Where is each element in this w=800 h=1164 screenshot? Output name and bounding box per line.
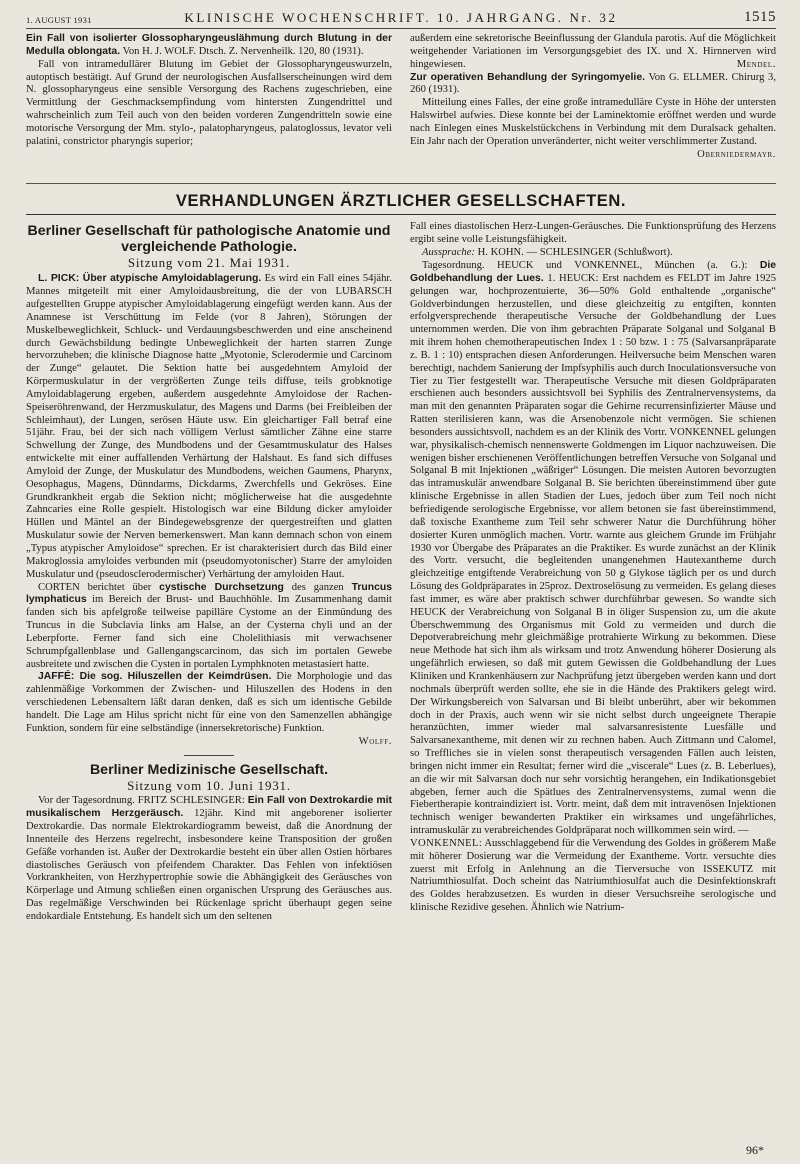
right-column xyxy=(410,221,776,923)
left-column xyxy=(26,221,392,923)
abstract-body xyxy=(410,97,776,160)
page-number: 1515 xyxy=(744,9,776,25)
section-heading: VERHANDLUNGEN ÄRZTLICHER GESELLSCHAFTEN. xyxy=(175,192,627,211)
abstract-continuation xyxy=(410,33,776,72)
report-author: VONKENNEL: xyxy=(410,837,483,849)
session-date: Sitzung vom 10. Juni 1931. xyxy=(127,777,291,793)
report-author: Tagesordnung. HEUCK und VONKENNEL, München (a. G.): xyxy=(422,259,760,271)
abstract-syringomyelie xyxy=(410,72,776,98)
session-date: Sitzung vom 21. Mai 1931. xyxy=(127,255,291,271)
report-author: Vor der Tagesordnung. FRITZ SCHLESINGER: xyxy=(38,795,248,807)
abstract-citation: Von G. ELLMER. Chirurg 3, 260 (1931). xyxy=(410,71,776,96)
report-body: im Bereich der Brust- und Bauchhöhle. Im Zusammenhang damit fanden sich bis apfelgroße teilweise papilläre Cystome an der Einmündung des Truncus in die Subclavia links am Halse, an der Cysterna chyli und an der Leberpforte. Ferner fand sich eine Cholelithiasis mit verwachsener Schrumpfgallenblase und Gallengangscarcinom, das sich im portalen Gewebe ausbreitete und zwischen die Cysten in portalen Lymphknoten metastasiert hatte. xyxy=(26,594,392,670)
top-right-column xyxy=(410,33,776,161)
report-title: cystische Durchsetzung xyxy=(159,581,284,593)
society-title: Berliner Gesellschaft für pathologische Anatomie und vergleichende Pathologie. xyxy=(27,223,391,256)
abstract-citation: Von H. J. WOLF. Dtsch. Z. Nervenheilk. 120, 80 (1931). xyxy=(120,45,364,57)
discussion-text: H. KOHN. — SCHLESINGER (Schlußwort). xyxy=(474,247,673,259)
report-title: Ein Fall von Dextrokardie mit musikalischem Herzgeräusch. xyxy=(26,795,392,820)
report-goldbehandlung xyxy=(410,260,776,838)
running-head xyxy=(26,6,776,29)
report-body: Die Morphologie und das zahlenmäßige Vorkommen der Zwischen- und Hiluszellen des Hodens in den verschiedenen Lebensaltern läßt daran denken, daß es sich um identische Gebilde handelt. Die Lage am Hilus spricht nicht für eine von den Samenzellen abhängige Funktion, sondern für eine selbständige (innersekretorische) Funktion. xyxy=(26,671,392,734)
issue-date: 1. AUGUST 1931 xyxy=(26,15,92,25)
society-title: Berliner Medizinische Gesellschaft. xyxy=(89,761,329,778)
abstract-title: Zur operativen Behandlung der Syringomyelie. xyxy=(410,71,645,83)
report-body: Ausschlaggebend für die Verwendung des Goldes in größerem Maße mit höherer Dosierung war die Vermeidung der Exantheme. Vortr. versuchte dies zuerst mit Erfolg in Anlehnung an die Tierversuche von ISSEKUTZ mit Natriumthiosulfat. Doch scheint das Natriumthiosulfat auch die Desinfektionskraft des Goldes herabzusetzen. Es wurden in dieser Versuchsreihe serologische und klinische Rezidive gesehen. Ähnlich wie Natrium- xyxy=(410,837,776,914)
journal-title: KLINISCHE WOCHENSCHRIFT. 10. JAHRGANG. Nr. 32 xyxy=(184,10,618,25)
section-divider xyxy=(26,183,776,184)
reviewer-signature: Mendel. xyxy=(736,58,776,70)
short-divider xyxy=(184,755,234,756)
abstract-title: Ein Fall von isolierter Glossopharyngeuslähmung durch Blutung in der Medulla oblongata. xyxy=(26,33,392,57)
schlesinger-continuation: Fall eines diastolischen Herz-Lungen-Geräusches. Die Funktionsprüfung des Herzens ergibt seine volle Leistungsfähigkeit. xyxy=(410,221,776,246)
report-title: L. PICK: Über atypische Amyloidablagerung. xyxy=(38,273,262,285)
report-pick xyxy=(26,273,392,581)
report-author: CORTEN berichtet über xyxy=(38,581,160,593)
abstract-body: Fall von intramedullärer Blutung im Gebiet der Glossopharyngeuswurzeln, autoptisch bestätigt. Auf Grund der neurologischen Ausfallserscheinungen wird dem N. glossopharyngeus eine sensible Versorgung des Rachens zugeschrieben, eine Vermittlung der Geschmacksempfindung vom hintersten Zungendrittel und wahrscheinlich zum Teil auch von den beiden vorderen Zungendritteln sowie eine motorische Versorgung der Mm. stylo-, palatopharyngeus, palatoglossus, levator veli palatini, constrictor pharyngis superior; xyxy=(26,58,392,147)
abstract-cont-text: außerdem eine sekretorische Beeinflussung der Glandula parotis. Auf die Möglichkeit weitgehender Variationen im Versorgungsgebiet des IX. und X. Hirnnerven wird hingewiesen. xyxy=(410,33,776,70)
abstract-body-text: Mitteilung eines Falles, der eine große intramedulläre Cyste in Höhe der untersten Halswirbel aufwies. Diese konnte bei der Laminektomie eröffnet werden und wurde nach Einlegen eines Muskelstückchens in Verbindung mit dem Duralsack gehalten. Ein Jahr nach der Operation unveränderter, nicht weiter verschlimmerter Zustand. xyxy=(410,97,776,147)
report-body: 12jähr. Kind mit angeborener isolierter Dextrokardie. Das normale Elektrokardiogramm beweist, daß die Anordnung der Innenteile des Herzens regelrecht, insbesondere keine Transposition der großen Gefäße vorhanden ist. Außer der Dextrokardie besteht ein über allen Ostien hörbares diastolisches Geräusch von pfeifendem Charakter. Das Fehlen von infektiösen Vorkrankheiten, von Herzhypertrophie sowie die Abhängigkeit des Geräusches von Körperlage und Atmung schließen einen organischen Ursprung des Geräusches aus. Das regelmäßige Verschwinden bei Rückenlage spricht überhaupt gegen seine endokardiale Entstehung. Es handelt sich um den seltenen xyxy=(26,808,392,922)
reporter-signature: Wolff. xyxy=(358,735,392,747)
discussion-label: Aussprache: xyxy=(422,247,475,259)
top-left-column xyxy=(26,33,392,161)
report-schlesinger xyxy=(26,795,392,923)
report-jaffe xyxy=(26,671,392,735)
abstract-glossopharyngeus xyxy=(26,33,392,59)
top-abstracts xyxy=(26,33,776,161)
report-title: Truncus lymphaticus xyxy=(26,581,392,606)
signature-mark: 96* xyxy=(746,1143,764,1157)
report-title: Die Goldbehandlung der Lues. xyxy=(410,259,776,284)
report-text: des ganzen xyxy=(283,581,352,593)
report-title: JAFFÉ: Die sog. Hiluszellen der Keimdrüsen. xyxy=(38,671,272,683)
reviewer-signature: Oberniedermayr. xyxy=(697,148,776,160)
report-body: Es wird ein Fall eines 54jähr. Mannes mitgeteilt mit einer Amyloidausbreitung, die der von LUBARSCH aufgestellten Gruppe atypischer Amyloidablagerung eingefügt werden kann. Aus der Anamnese ist Verschüttung im Felde (vor 8 Jahren), Störungen der Muskelbeweglichkeit, Schluck- und Verdauungsbeschwerden und eine anscheinend durch Gewächsbildung bedingte Unbeweglichkeit der harten starren Zunge hervorzuheben; die klinische Diagnose hatte „Myotonie, Sclerodermie und Carcinom der Zunge“ gelautet. Die Sektion hatte bei ausgedehntem Amyloid der Körpermuskulatur in der vergrößerten Zunge teils diffuse, teils grobknotige Amyloidablagerung ergeben, außerdem ausgedehnte Amyloidose der Rachen-Speiseröhrenwand, der Herzmuskulatur, des Magens und Darms (bei Freibleiben der Schleimhaut), der Lungen, serösen Häute usw. Ein gleichartiger Fall betraf eine 51jähr. Frau, bei der sich nach völligem Verlust sämtlicher Zähne eine starre Schwellung der Zunge, des Mundbodens und der Gesamtmuskulatur des Halses entwickelte mit einer auffallenden Verhärtung der Halshaut. Es fand sich diffuses Amyloid der Zunge, der Muskulatur des Mundbodens, weichen Gaumens, Pharynx, Oesophagus, Magens, Dünndarms, Dickdarms, Zwerchfells und Gekröses. Eine Grundkrankheit ergab die Sektion nicht; möglicherweise hat die ausgedehnte Zahncaries eine Rolle gespielt. Histologisch war eine Bildung dicker amyloider Hüllen und Mäntel an der Bindegewebsgrenze der quergestreiften und glatten Muskulatur sowie der Nerven bemerkenswert. Man kann demnach schon von einem „Typus atypischer Amyloidose“ sprechen. Er ist charakterisiert durch das Bild einer Makroglossia amyloides verbunden mit (pseudomyotonischer) Starre der amyloiden Muskulatur und (pseudosclerodermischer) Verhärtung der amyloiden Haut. xyxy=(26,273,392,580)
report-body: 1. HEUCK: Erst nachdem es FELDT im Jahre 1925 gelungen war, hochprozentuierte, 36—50% Gold enthaltende „organische“ Goldverbindungen herzustellen, und diese gleichzeitig zu entgiften, konnten erfolgversprechende therapeutische Versuche der Goldbehandlung der Lues unternommen werden. Die von ihm gebrachten Präparate Solganal und Solganal B mit ihrem hohen chemotherapeutischen Index 1 : 50 bzw. 1 : 75 (Salvarsanpräparate z. B. 1 : 10) entsprachen diesen Anforderungen. Heilversuche beim Menschen waren berechtigt, nachdem Sanierung der Impfsyphilis auch durch Inoculationsversuche von Tier zu Tier festgestellt war. Therapeutische Versuche mit diesen Goldpräparaten erschienen auch besonders aussichtsvoll bei Syphilis des Zentralnervensystems, da man mit den genannten Präparaten sogar die Gehirne recurrensinfizierter Mäuse und Ratten sterilisieren kann, was die Arsenobenzole nicht vermögen. Sie schienen besonders aussichtsvoll, nachdem es an der Klinik des Vortr. VONKENNEL gelungen war, physikalisch-chemisch nennenswerte Goldmengen im Liquor nachzuweisen. Die wenigen bisher erschienenen Veröffentlichungen betreffen Versuche von Solganal und Solganal B mit Injektionen „wäßriger“ Lösungen. Die meisten Autoren bevorzugten das intramuskulär anwendbare Solganal B. Sie berichten übereinstimmend über gute klinische Ergebnisse in allen Stadien der Lues, jedoch über zum Teil noch nicht befriedigende serologische Ergebnisse, vor allem betonen sie fast übereinstimmend, daß toxische Exantheme zum Teil sehr schwerer Natur die Durchführung höher dosierter Kuren unmöglich machen. Vortr. warnte aus gleichem Grunde im Frühjahr 1930 vor Übergabe des Präparates an die Praktiker. Es wurde zunächst an der Klinik des Vortr. versucht, die begleitenden unangenehmen Hautexantheme durch gleichzeitige entgiftende Verabreichung von 50 g Glykose täglich per os und durch Lösung des Goldpräparates in 25proz. Dextroselösung zu vermeiden. Es gelang dieses fast immer, es wäre aber praktisch schwer durchführbar gewesen. So wandte sich HEUCK der Verabreichung von Solganal B in öliger Suspension zu, um die akute Überschwemmung des Organismus mit Gold zu vermeiden und durch die Depotverabreichung mehr gleichmäßige protrahierte Wirkung zu bekommen. Diese neue Methode hat sich ihm als wirksam und trotz Anwendung höherer Dosierung als ungefährlich erwiesen, so daß mit gutem Gewissen die Goldbehandlung der Lues Kliniken und Krankenhäusern zur Nachprüfung jetzt übergeben werden kann und dort nochmals überprüft werden sollte, ehe sie in die Hände des Praktikers gelegt wird. Der Wirkungsbereich von Salvarsan und Bi bleibt unberührt, aber wir bekommen doch in der Praxis, auch wenn wir sie nicht selbst durch ungeeignete Therapie heranzüchten, immer wieder mal salvarsanresistente Luesfälle und Salvarsanexantheme, mit denen wir zu rechnen haben. Auch Zittmann und Calomel, so Treffliches sie in vielen sonst therapeutisch versagenden Fällen auch leisten, bringen nicht immer ein Resultat; ferner wird die „viscerale“ Lues (z. B. Leberlues), an die wir mit Salvarsan doch nur sehr vorsichtig herangehen, ein Indikationsgebiet abgeben, ferner auch die Spätlues des Zentralnervensystems, zumal wenn die Fiebertherapie kontraindiziert ist. Vortr. meint, daß dem mit intravenösen Injektionen technisch weniger bewanderten Praktiker ein wirksames und ungefährliches, intramuskulär zu verabreichendes Goldpräparat noch willkommen sein wird. — xyxy=(410,272,776,837)
discussion-line xyxy=(410,247,776,260)
heading-rule xyxy=(26,214,776,215)
report-vonkennel xyxy=(410,838,776,915)
report-corten xyxy=(26,582,392,672)
proceedings-columns xyxy=(26,221,776,923)
